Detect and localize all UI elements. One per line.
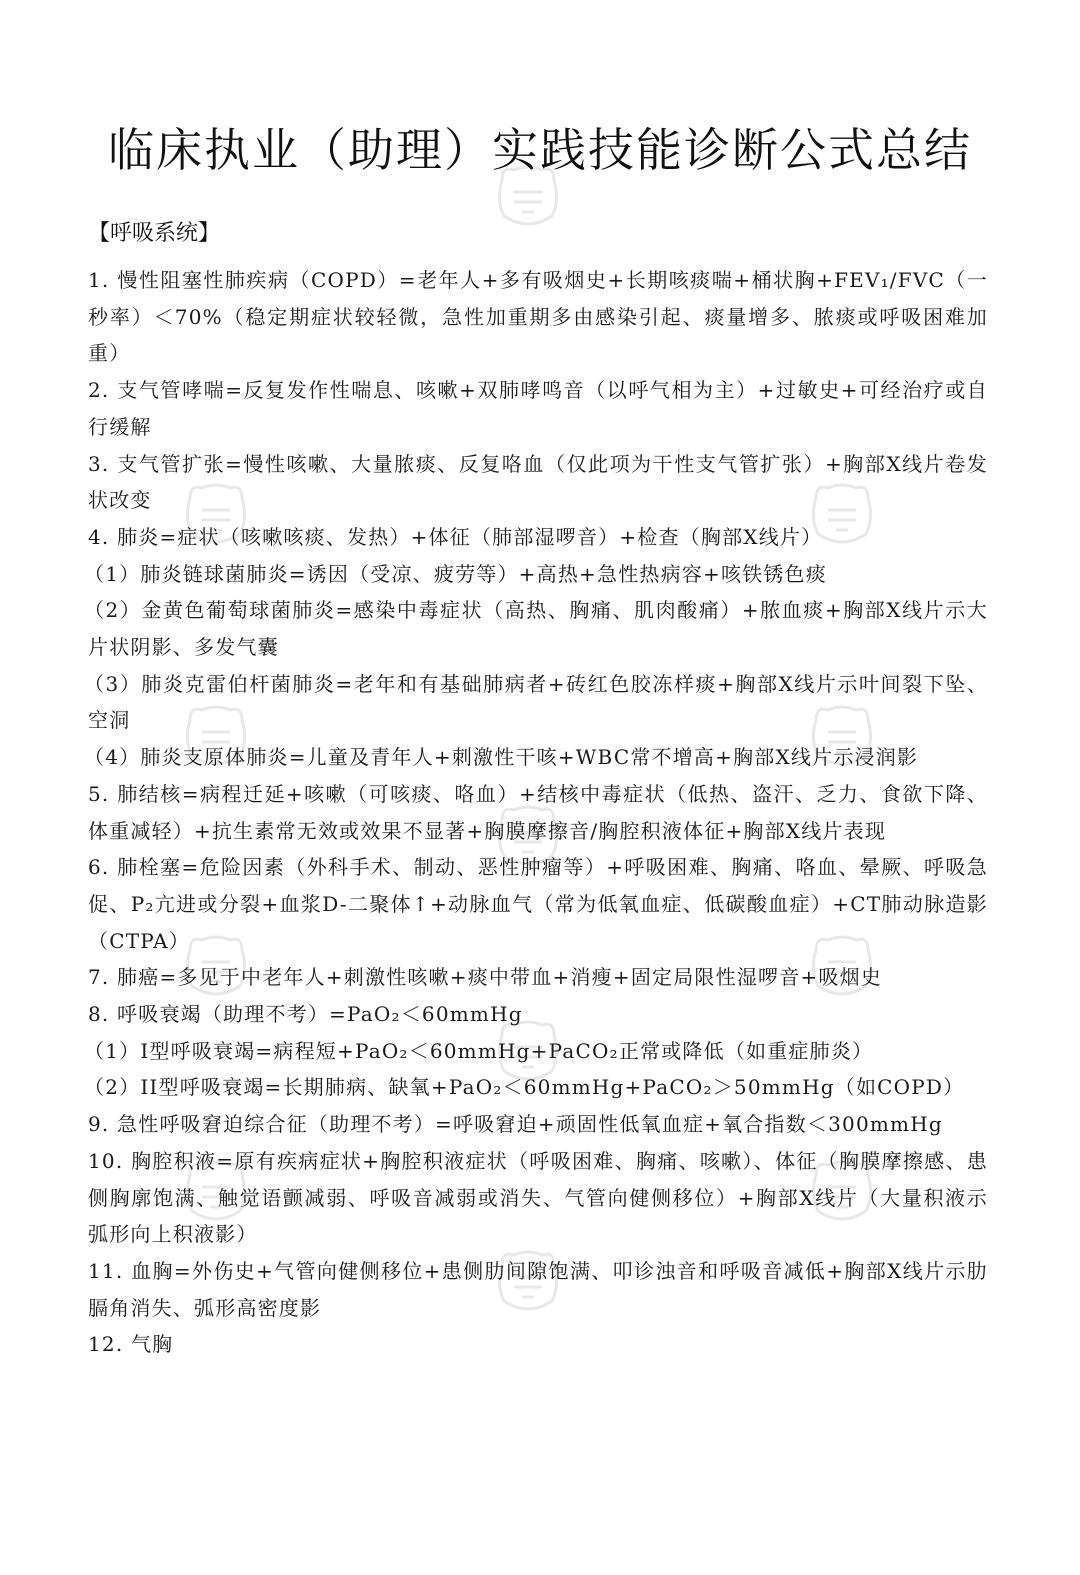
list-item: 11. 血胸=外伤史+气管向健侧移位+患侧肋间隙饱满、叩诊浊音和呼吸音减低+胸部X线片示肋膈角消失、弧形高密度影 [88, 1258, 988, 1320]
list-subitem: （4）肺炎支原体肺炎=儿童及青年人+刺激性干咳+WBC常不增高+胸部X线片示浸润影 [84, 745, 919, 770]
list-item: 2. 支气管哮喘=反复发作性喘息、咳嗽+双肺哮鸣音（以呼气相为主）+过敏史+可经治疗或自行缓解 [88, 378, 988, 439]
list-subitem: （2）II型呼吸衰竭=长期肺病、缺氧+PaO₂＜60mmHg+PaCO₂＞50mmHg（如COPD） [84, 1075, 965, 1100]
list-item: 6. 肺栓塞=危险因素（外科手术、制动、恶性肿瘤等）+呼吸困难、胸痛、咯血、晕厥、呼吸急促、P₂亢进或分裂+血浆D-二聚体↑+动脉血气（常为低氧血症、低碳酸血症）+CT肺动脉造影（CTPA） [88, 855, 988, 953]
list-item: 3. 支气管扩张=慢性咳嗽、大量脓痰、反复咯血（仅此项为干性支气管扩张）+胸部X线片卷发状改变 [88, 451, 988, 513]
list-item: 8. 呼吸衰竭（助理不考）=PaO₂＜60mmHg [88, 1002, 523, 1027]
list-item: 5. 肺结核=病程迁延+咳嗽（可咳痰、咯血）+结核中毒症状（低热、盗汗、乏力、食欲下降、体重减轻）+抗生素常无效或效果不显著+胸膜摩擦音/胸腔积液体征+胸部X线片表现 [88, 781, 988, 843]
page-title: 临床执业（助理）实践技能诊断公式总结 [108, 123, 972, 177]
list-subitem: （1）I型呼吸衰竭=病程短+PaO₂＜60mmHg+PaCO₂正常或降低（如重症肺炎） [84, 1038, 874, 1063]
list-subitem: （1）肺炎链球菌肺炎=诱因（受凉、疲劳等）+高热+急性热病容+咳铁锈色痰 [84, 561, 827, 586]
list-item: 4. 肺炎=症状（咳嗽咳痰、发热）+体征（肺部湿啰音）+检查（胸部X线片） [88, 524, 823, 549]
diagnosis-list [84, 262, 988, 1363]
list-subitem: （3）肺炎克雷伯杆菌肺炎=老年和有基础肺病者+砖红色胶冻样痰+胸部X线片示叶间裂下坠、空洞 [84, 671, 988, 733]
section-heading-respiratory: 【呼吸系统】 [88, 221, 221, 246]
list-item: 10. 胸腔积液=原有疾病症状+胸腔积液症状（呼吸困难、胸痛、咳嗽）、体征（胸膜摩擦感、患侧胸廓饱满、触觉语颤减弱、呼吸音减弱或消失、气管向健侧移位）+胸部X线片（大量积液示弧形向上积液影） [88, 1148, 988, 1247]
list-subitem: （2）金黄色葡萄球菌肺炎=感染中毒症状（高热、胸痛、肌肉酸痛）+脓血痰+胸部X线片示大片状阴影、多发气囊 [84, 598, 988, 660]
list-item: 9. 急性呼吸窘迫综合征（助理不考）=呼吸窘迫+顽固性低氧血症+氧合指数＜300mmHg [88, 1112, 943, 1137]
list-item: 12. 气胸 [88, 1332, 174, 1357]
list-item: 1. 慢性阻塞性肺疾病（COPD）=老年人+多有吸烟史+长期咳痰喘+桶状胸+FEV₁/FVC（一秒率）＜70%（稳定期症状较轻微，急性加重期多由感染引起、痰量增多、脓痰或呼吸困难加重） [88, 268, 988, 366]
list-item: 7. 肺癌=多见于中老年人+刺激性咳嗽+痰中带血+消瘦+固定局限性湿啰音+吸烟史 [88, 965, 882, 990]
